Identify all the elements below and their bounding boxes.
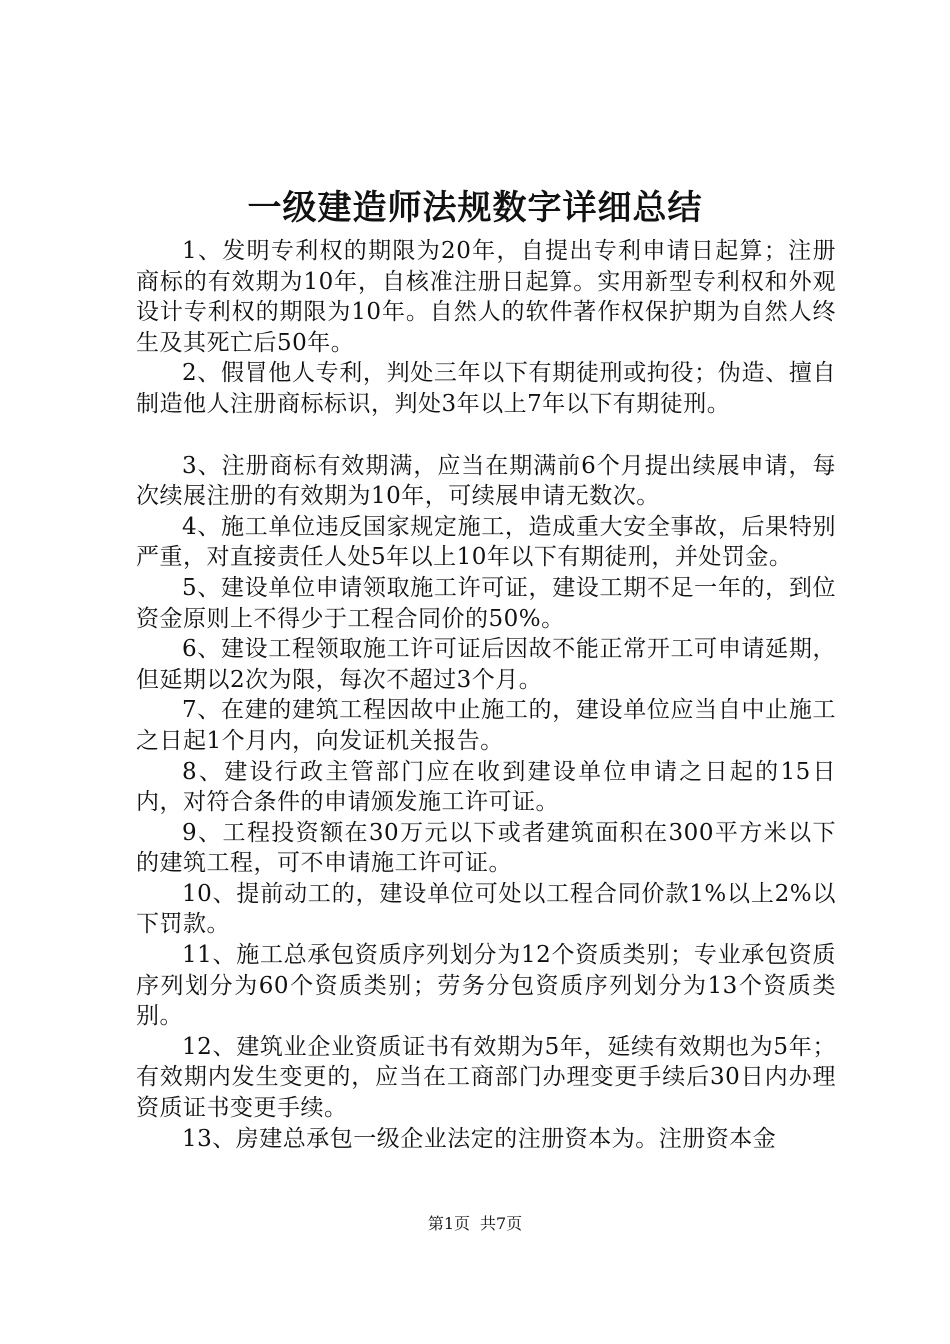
paragraph-9: 9、工程投资额在30万元以下或者建筑面积在300平方米以下的建筑工程，可不申请施工许可证。: [136, 819, 836, 877]
page-number: 第1页: [427, 1214, 470, 1233]
page-title: 一级建造师法规数字详细总结: [247, 188, 703, 228]
paragraph-6: 6、建设工程领取施工许可证后因故不能正常开工可申请延期，但延期以2次为限，每次不超过3个月。: [136, 636, 836, 693]
paragraph-10: 10、提前动工的，建设单位可处以工程合同价款1%以上2%以下罚款。: [136, 880, 836, 938]
page-footer: [0, 1213, 950, 1235]
paragraph-12: 12、建筑业企业资质证书有效期为5年，延续有效期也为5年；有效期内发生变更的，应当在工商部门办理变更手续后30日内办理资质证书变更手续。: [136, 1033, 836, 1122]
paragraph-7: 7、在建的建筑工程因故中止施工的，建设单位应当自中止施工之日起1个月内，向发证机关报告。: [136, 697, 836, 754]
paragraph-3: 3、注册商标有效期满，应当在期满前6个月提出续展申请，每次续展注册的有效期为10年，可续展申请无数次。: [136, 452, 836, 510]
paragraph-5: 5、建设单位申请领取施工许可证，建设工期不足一年的，到位资金原则上不得少于工程合同价的50%。: [136, 574, 836, 632]
paragraph-11: 11、施工总承包资质序列划分为12个资质类别；专业承包资质序列划分为60个资质类别；劳务分包资质序列划分为13个资质类别。: [136, 942, 836, 1030]
page-total: 共7页: [480, 1214, 523, 1233]
paragraph-1: 1、发明专利权的期限为20年，自提出专利申请日起算；注册商标的有效期为10年，自核准注册日起算。实用新型专利权和外观设计专利权的期限为10年。自然人的软件著作权保护期为自然人终生及其死亡后50年。: [136, 238, 836, 356]
paragraph-4: 4、施工单位违反国家规定施工，造成重大安全事故，后果特别严重，对直接责任人处5年以上10年以下有期徒刑，并处罚金。: [136, 513, 836, 571]
paragraph-8: 8、建设行政主管部门应在收到建设单位申请之日起的15日内，对符合条件的申请颁发施工许可证。: [136, 758, 836, 816]
document-body: [136, 236, 836, 1154]
paragraph-2: 2、假冒他人专利，判处三年以下有期徒刑或拘役；伪造、擅自制造他人注册商标标识，判处3年以上7年以下有期徒刑。: [136, 360, 836, 417]
paragraph-13: 13、房建总承包一级企业法定的注册资本为。注册资本金: [182, 1125, 777, 1152]
